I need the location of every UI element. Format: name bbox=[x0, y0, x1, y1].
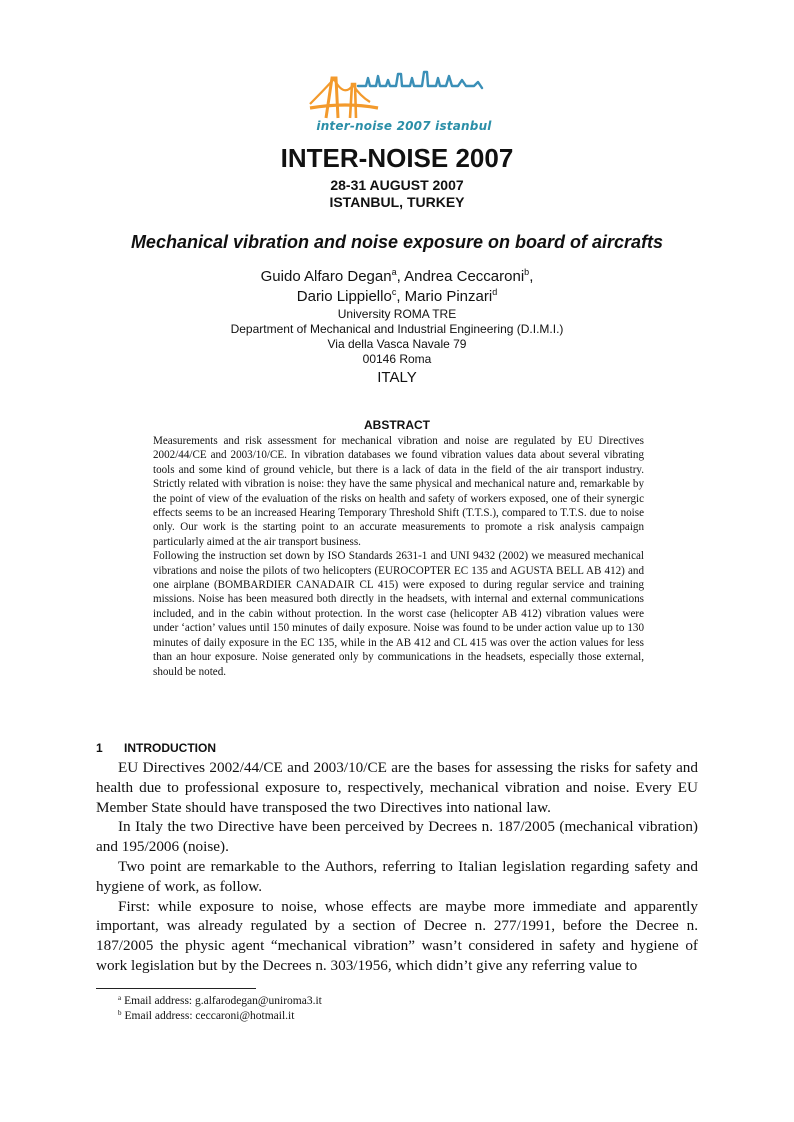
section-title: INTRODUCTION bbox=[124, 741, 216, 755]
author-affiliation-mark: c bbox=[391, 287, 397, 297]
abstract-paragraph: Following the instruction set down by ISO Standards 2631-1 and UNI 9432 (2002) we measured mechanical vibrations and noise the pilots of two helicopters (EUROCOPTER EC 135 and AGUSTA BELL AB 412) and one airplane (BOMBARDIER CANADAIR CL 415) were exposed to during regular service and training missions. Noise has been measured both directly in the headsets, with internal and external communications included, and in the cabin without protection. In the worst case (helicopter AB 412) vibration values were under ‘action’ values until 150 minutes of daily exposure. Noise was found to be under action value up to 130 minutes of daily exposure in the EC 135, while in the AB 412 and CL 415 was over the action values for less than an hour exposure. Noise generated only by communications in the headsets, especially those external, should be noted. bbox=[153, 550, 644, 678]
bridge-cable bbox=[310, 79, 370, 104]
affiliation-department: Department of Mechanical and Industrial Engineering (D.I.M.I.) bbox=[230, 322, 564, 336]
bridge-skyline-graphic bbox=[306, 68, 496, 120]
paper-title: Mechanical vibration and noise exposure on board of aircrafts bbox=[130, 232, 664, 252]
affiliation-city: 00146 Roma bbox=[362, 352, 432, 366]
author-name: Andrea Ceccaroni bbox=[404, 268, 525, 285]
author-affiliation-mark: a bbox=[391, 267, 397, 277]
body-paragraph: Two point are remarkable to the Authors, referring to Italian legislation regarding safety and hygiene of work, as follow. bbox=[96, 857, 698, 895]
section-number: 1 bbox=[96, 741, 103, 755]
authors-line-1: Guido Alfaro Degan$^a$, Andrea Ceccaroni$^b$, bbox=[260, 267, 534, 285]
footnote bbox=[118, 994, 618, 1009]
footnote-text: Email address: g.alfarodegan@uniroma3.it bbox=[124, 995, 322, 1007]
footnote-mark: b bbox=[118, 1009, 122, 1017]
skyline-silhouette bbox=[358, 72, 482, 88]
affiliation-street: Via della Vasca Navale 79 bbox=[327, 337, 467, 351]
section-heading bbox=[96, 741, 216, 756]
logo-text: inter-noise 2007 istanbul bbox=[316, 119, 492, 133]
author-name: Dario Lippiello bbox=[296, 288, 392, 305]
conference-logo bbox=[306, 68, 496, 136]
footnote-text: Email address: ceccaroni@hotmail.it bbox=[124, 1010, 295, 1022]
author-affiliation-mark: d bbox=[492, 287, 498, 297]
footnotes bbox=[118, 994, 618, 1024]
affiliation-university: University ROMA TRE bbox=[337, 307, 457, 321]
body-paragraph: EU Directives 2002/44/CE and 2003/10/CE are the bases for assessing the risks for safety and health due to professional exposure to, respectively, mechanical vibration and noise. Every EU Member State should have transposed the two Directives into national law. bbox=[96, 759, 698, 816]
abstract-heading: ABSTRACT bbox=[364, 418, 430, 432]
bridge-deck bbox=[310, 105, 378, 108]
abstract-body bbox=[153, 434, 644, 679]
body-paragraph: First: while exposure to noise, whose effects are maybe more immediate and apparently important, was already regulated by a section of Decree n. 277/1991, before the Decree n. 187/2005 the physic agent “mechanical vibration” wasn’t considered in safety and hygiene of work legislation but by the Decrees n. 303/1956, which didn’t give any referring value to bbox=[96, 897, 698, 974]
conference-location: ISTANBUL, TURKEY bbox=[329, 194, 465, 210]
body-paragraph: In Italy the two Directive have been perceived by Decrees n. 187/2005 (mechanical vibration) and 195/2006 (noise). bbox=[96, 818, 698, 856]
introduction-body bbox=[96, 758, 698, 976]
authors-line-2: Dario Lippiello$^c$, Mario Pinzari$^d$ bbox=[296, 287, 498, 305]
author-name: Guido Alfaro Degan bbox=[260, 268, 392, 285]
footnote bbox=[118, 1009, 618, 1024]
conference-date: 28-31 AUGUST 2007 bbox=[330, 177, 464, 193]
footnote-separator bbox=[96, 988, 256, 989]
conference-title: INTER-NOISE 2007 bbox=[280, 143, 514, 173]
author-name: Mario Pinzari bbox=[404, 288, 493, 305]
author-affiliation-mark: b bbox=[524, 267, 530, 277]
footnote-mark: a bbox=[118, 994, 122, 1002]
abstract-paragraph: Measurements and risk assessment for mechanical vibration and noise are regulated by EU Directives 2002/44/CE and 2003/10/CE. In vibration databases we found vibration values data about several vibrating tools and some kind of ground vehicle, but there is a lack of data in the field of the air transport industry. Strictly related with vibration is noise: they have the same physical and mechanical nature and, remarkable by the point of view of the evaluation of the risks on health and safety of workers exposed, one of their synergic effects seems to be an increased Hearing Temporary Threshold Shift (T.T.S.), compared to T.T.S. due to noise only. Our work is the starting point to an accurate measurements to promote a risk analysis campaign particularly aimed at the air transport business. bbox=[153, 435, 644, 548]
affiliation-country: ITALY bbox=[377, 369, 417, 386]
